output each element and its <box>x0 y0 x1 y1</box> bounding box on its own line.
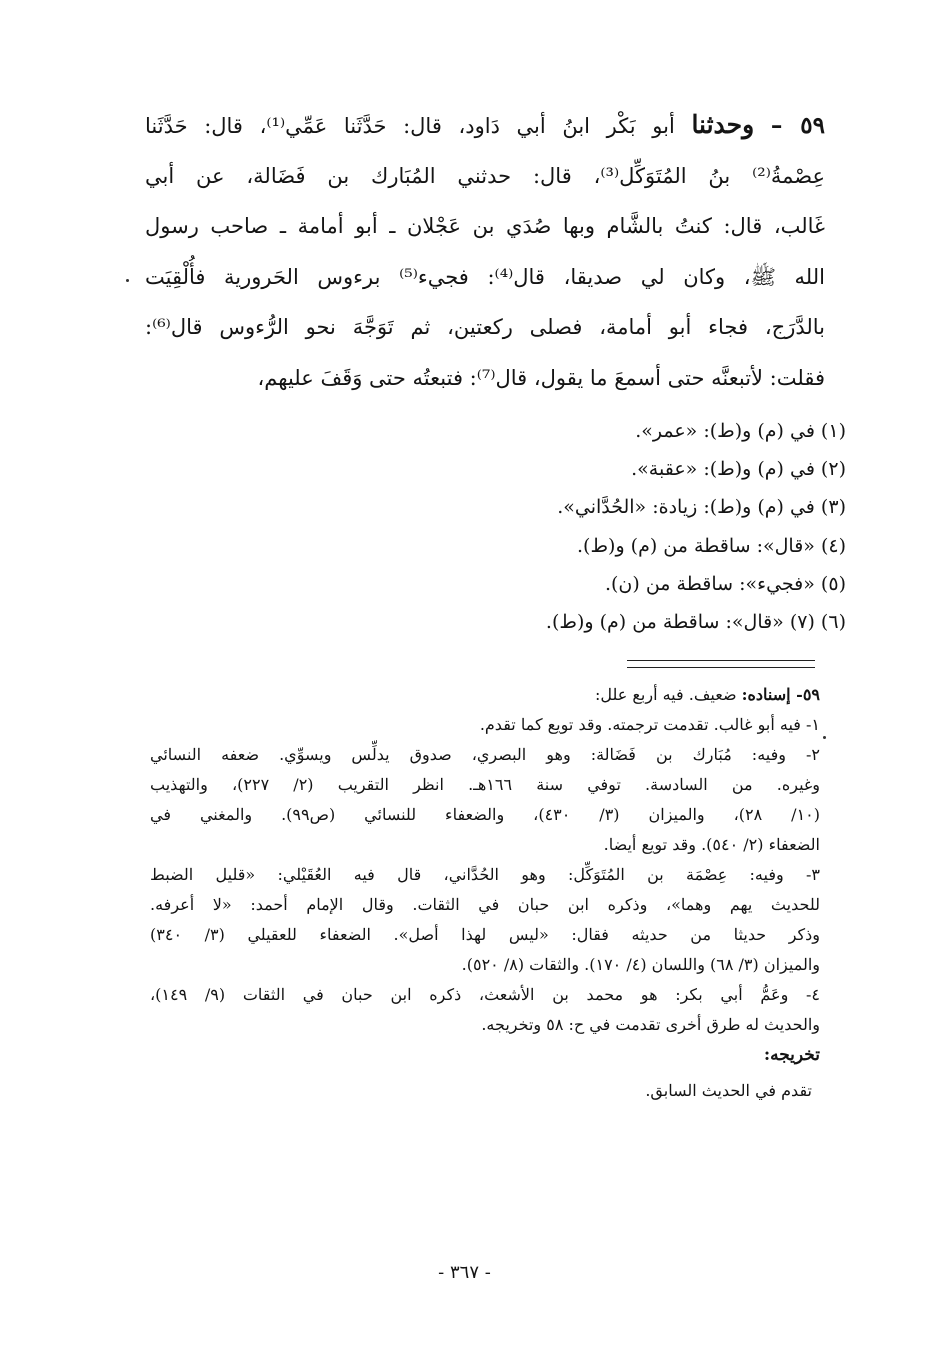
scan-speck <box>823 736 826 739</box>
variant-note: (٤) «قال»: ساقطة من (م) و(ط). <box>577 534 846 557</box>
hadith-number: ٥٩ – <box>770 112 825 139</box>
takhrij-text <box>150 1070 820 1112</box>
commentary-line: للحديث يهم وهما»، وذكره ابن حبان في الثقات. وقال الإمام أحمد: «لا أعرفه. <box>150 895 820 914</box>
manuscript-variants <box>426 412 846 641</box>
takhrij-text-content: تقدم في الحديث السابق. <box>645 1081 812 1100</box>
commentary-line: والميزان (٣/ ٦٨) واللسان (٤/ ١٧٠). والثقات (٨/ ٥٢٠). <box>461 955 820 974</box>
hadith-line-6: فقلت: لأتبعنَّه حتى أسمعَ ما يقول، قال⁽⁷⁾: فتبعتُه حتى وَقَفَ عليهم، <box>257 365 825 390</box>
commentary-line: ٤- وعَمُّ أبي بكر: هو محمد بن الأشعث، ذكره ابن حبان في الثقات (٩/ ١٤٩)، <box>150 985 820 1004</box>
isnad-line <box>150 680 820 710</box>
commentary <box>150 680 820 1112</box>
hadith-line-3: غَالب، قال: كنتُ بالشَّام وبها صُدَي بن عَجْلان ـ أبو أمامة ـ صاحب رسول <box>145 214 825 238</box>
commentary-line: (١٠/ ٢٨)، والميزان (٣/ ٤٣٠)، والضعفاء للنسائي (ص٩٩). والمغني في <box>150 805 820 824</box>
isnad-label: ٥٩- إسناده: <box>741 685 820 704</box>
hadith-line-1 <box>145 100 825 151</box>
commentary-line: الضعفاء (٢/ ٥٤٠). وقد تويع أيضا. <box>603 835 820 854</box>
commentary-line: ٣- وفيه: عِصْمَة بن المُتَوَكِّل: وهو الحُدَّاني، قال فيه العُقَيْلي: «قليل الضبط <box>150 865 820 884</box>
hadith-line-4: الله ﷺ، وكان لي صديقا، قال⁽⁴⁾: فجيء⁽⁵⁾ برءوس الحَرورية فأُلْقِيَت <box>145 264 825 289</box>
scan-speck <box>126 279 129 282</box>
hadith-line-5: بالدَّرَج، فجاء أبو أمامة، فصلى ركعتين، ثم تَوَجَّهَ نحو الرُّءوس قال⁽⁶⁾: <box>145 315 825 339</box>
variant-note: (٢) في (م) و(ط): «عقبة». <box>631 458 846 481</box>
isnad-text: ضعيف. فيه أربع علل: <box>594 685 737 704</box>
hadith-text <box>145 100 825 403</box>
variant-note: (١) في (م) و(ط): «عمر». <box>635 420 846 442</box>
footnote-separator-top <box>627 660 815 661</box>
commentary-line: وذكر حديثا من حديثه فقال: «ليس لهذا أصل». الضعفاء للعقيلي (٣/ ٣٤٠) <box>150 925 820 944</box>
hadith-line-2: عِصْمةُ⁽²⁾ بنُ المُتَوَكِّل⁽³⁾، قال: حدثني المُبَارك بن فَضَالة، عن أبي <box>145 163 825 188</box>
variant-note: (٦) (٧) «قال»: ساقطة من (م) و(ط). <box>545 610 846 633</box>
commentary-line: وغيره. من السادسة. توفي سنة ١٦٦هـ. انظر التقريب (٢/ ٢٢٧)، والتهذيب <box>150 775 820 794</box>
footnote-separator-bottom <box>627 667 815 668</box>
variant-note: (٣) في (م) و(ط): زيادة: «الحُدَّاني». <box>557 496 846 519</box>
hadith-opening-word: وحدثنا <box>691 110 755 139</box>
variant-note: (٥) «فجيء»: ساقطة من (ن). <box>604 572 846 595</box>
commentary-line: والحديث له طرق أخرى تقدمت في ح: ٥٨ وتخريجه. <box>481 1015 820 1034</box>
takhrij-heading: تخريجه: <box>763 1045 820 1065</box>
page-number: - ٣٦٧ - <box>438 1262 491 1283</box>
commentary-line: ١- فيه أبو غالب. تقدمت ترجمته. وقد تويع كما تقدم. <box>479 715 820 734</box>
hadith-line-text: أبو بَكْر ابنُ أبي دَاود، قال: حَدَّثَنا عَمِّي⁽¹⁾، قال: حَدَّثَنا <box>145 114 675 138</box>
commentary-line: ٢- وفيه: مُبَارك بن فَضَالة: وهو البصري، صدوق يدلِّس ويسوِّي. ضعفه النسائي <box>150 745 820 764</box>
